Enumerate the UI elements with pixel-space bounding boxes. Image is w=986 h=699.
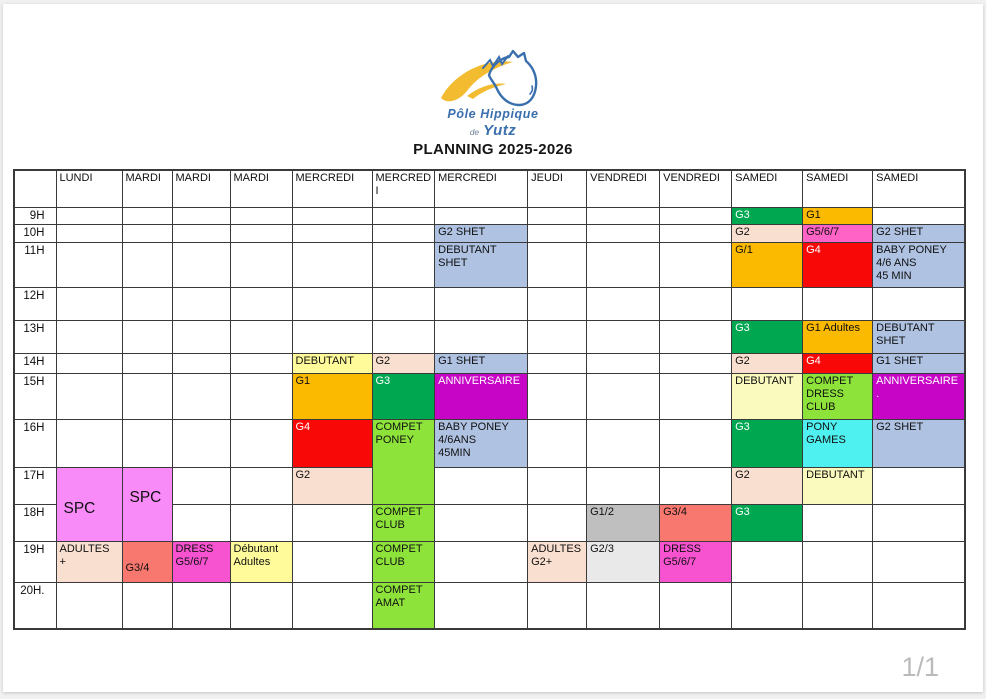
empty-cell-12h-c11: [803, 287, 873, 320]
col-header-6-mercred-i: MERCRED I: [372, 170, 435, 207]
empty-cell-20h-c6: [435, 582, 528, 629]
empty-cell-12h-c0: [56, 287, 122, 320]
schedule-cell-19h-adultes-g2: ADULTES G2+: [528, 541, 587, 582]
empty-cell-20h-c7: [528, 582, 587, 629]
empty-cell-20h-c2: [172, 582, 230, 629]
col-header-4-mardi: MARDI: [230, 170, 292, 207]
schedule-cell-10h-g5-6-7: G5/6/7: [803, 224, 873, 242]
empty-cell-12h-c8: [587, 287, 660, 320]
row-11h: [14, 242, 965, 287]
empty-cell-15h-c9: [660, 373, 732, 419]
logo-subtitle: [3, 122, 983, 140]
empty-cell-10h-c8: [587, 224, 660, 242]
empty-cell-17h-c12: [873, 467, 965, 504]
empty-cell-14h-c7: [528, 353, 587, 373]
schedule-cell-15h-g1: G1: [292, 373, 372, 419]
empty-cell-17h-c2: [172, 467, 230, 504]
schedule-cell-11h-g-1: G/1: [732, 242, 803, 287]
empty-cell-11h-c2: [172, 242, 230, 287]
empty-cell-18h-c4: [292, 504, 372, 541]
schedule-cell-14h-g4: G4: [803, 353, 873, 373]
empty-cell-19h-c6: [435, 541, 528, 582]
empty-cell-19h-c10: [732, 541, 803, 582]
empty-cell-18h-c6: [435, 504, 528, 541]
horse-logo-icon: [433, 48, 553, 110]
empty-cell-9h-c12: [873, 207, 965, 224]
empty-cell-11h-c7: [528, 242, 587, 287]
empty-cell-13h-c4: [292, 320, 372, 353]
schedule-cell-14h-debutant: DEBUTANT: [292, 353, 372, 373]
schedule-cell-13h-g3: G3: [732, 320, 803, 353]
col-header-13-samedi: SAMEDI: [873, 170, 965, 207]
empty-cell-19h-c4: [292, 541, 372, 582]
row-13h: [14, 320, 965, 353]
empty-cell-10h-c5: [372, 224, 435, 242]
logo-city-text: Yutz: [483, 122, 517, 139]
empty-cell-16h-c3: [230, 419, 292, 467]
row-15h: [14, 373, 965, 419]
logo-de-text: de: [469, 127, 480, 137]
empty-cell-11h-c1: [122, 242, 172, 287]
hour-label-14h: 14H: [14, 353, 56, 373]
schedule-cell-14h-g1-shet: G1 SHET: [435, 353, 528, 373]
hour-label-13h: 13H: [14, 320, 56, 353]
empty-cell-18h-c3: [230, 504, 292, 541]
empty-cell-11h-c9: [660, 242, 732, 287]
schedule-cell-10h-g2: G2: [732, 224, 803, 242]
empty-cell-17h-c7: [528, 467, 587, 504]
schedule-cell-11h-baby-poney-4-6-ans-45-min: BABY PONEY 4/6 ANS 45 MIN: [873, 242, 965, 287]
logo-title: Pôle Hippique: [447, 107, 539, 121]
empty-cell-14h-c8: [587, 353, 660, 373]
col-header-7-mercredi: MERCREDI: [435, 170, 528, 207]
row-20h: [14, 582, 965, 629]
schedule-cell-19h-compet-club: COMPET CLUB: [372, 541, 435, 582]
schedule-cell-16h-g2-shet: G2 SHET: [873, 419, 965, 467]
empty-cell-16h-c7: [528, 419, 587, 467]
empty-cell-16h-c9: [660, 419, 732, 467]
empty-cell-13h-c0: [56, 320, 122, 353]
col-header-2-mardi: MARDI: [122, 170, 172, 207]
empty-cell-11h-c5: [372, 242, 435, 287]
page-sheet: [3, 4, 983, 692]
schedule-cell-13h-debutant-shet: DEBUTANT SHET: [873, 320, 965, 353]
schedule-cell-10h-g2-shet: G2 SHET: [435, 224, 528, 242]
empty-cell-9h-c5: [372, 207, 435, 224]
empty-cell-19h-c11: [803, 541, 873, 582]
empty-cell-20h-c1: [122, 582, 172, 629]
schedule-cell-9h-g1: G1: [803, 207, 873, 224]
schedule-cell-9h-g3: G3: [732, 207, 803, 224]
pole-hippique-logo: [3, 48, 983, 140]
empty-cell-13h-c8: [587, 320, 660, 353]
col-header-12-samedi: SAMEDI: [803, 170, 873, 207]
schedule-cell-13h-g1-adultes: G1 Adultes: [803, 320, 873, 353]
day-header-row: [14, 170, 965, 207]
empty-cell-9h-c0: [56, 207, 122, 224]
empty-cell-12h-c6: [435, 287, 528, 320]
empty-cell-15h-c7: [528, 373, 587, 419]
empty-cell-20h-c11: [803, 582, 873, 629]
schedule-cell-17h-debutant: DEBUTANT: [803, 467, 873, 504]
schedule-cell-19h-g3-4: G3/4: [122, 541, 172, 582]
empty-cell-16h-c1: [122, 419, 172, 467]
empty-cell-9h-c3: [230, 207, 292, 224]
empty-cell-9h-c9: [660, 207, 732, 224]
empty-cell-20h-c8: [587, 582, 660, 629]
schedule-cell-17h-spc: SPC: [122, 467, 172, 541]
schedule-cell-15h-g3: G3: [372, 373, 435, 419]
empty-cell-10h-c0: [56, 224, 122, 242]
empty-cell-10h-c1: [122, 224, 172, 242]
empty-cell-12h-c9: [660, 287, 732, 320]
empty-cell-17h-c8: [587, 467, 660, 504]
empty-cell-11h-c8: [587, 242, 660, 287]
empty-cell-15h-c3: [230, 373, 292, 419]
empty-cell-17h-c3: [230, 467, 292, 504]
empty-cell-11h-c0: [56, 242, 122, 287]
row-10h: [14, 224, 965, 242]
empty-cell-12h-c7: [528, 287, 587, 320]
empty-cell-20h-c0: [56, 582, 122, 629]
row-12h: [14, 287, 965, 320]
hour-label-18h: 18H: [14, 504, 56, 541]
empty-cell-9h-c6: [435, 207, 528, 224]
schedule-cell-18h-g3: G3: [732, 504, 803, 541]
empty-cell-12h-c4: [292, 287, 372, 320]
empty-cell-13h-c3: [230, 320, 292, 353]
empty-cell-10h-c3: [230, 224, 292, 242]
empty-cell-15h-c2: [172, 373, 230, 419]
hour-label-16h: 16H: [14, 419, 56, 467]
row-9h: [14, 207, 965, 224]
schedule-cell-14h-g2: G2: [732, 353, 803, 373]
empty-cell-12h-c10: [732, 287, 803, 320]
empty-cell-19h-c12: [873, 541, 965, 582]
col-header-8-jeudi: JEUDI: [528, 170, 587, 207]
schedule-cell-19h-d-butant-adultes: Débutant Adultes: [230, 541, 292, 582]
empty-cell-13h-c9: [660, 320, 732, 353]
row-17h: [14, 467, 965, 504]
empty-cell-15h-c1: [122, 373, 172, 419]
empty-cell-9h-c7: [528, 207, 587, 224]
schedule-cell-18h-compet-club: COMPET CLUB: [372, 504, 435, 541]
hour-label-9h: 9H: [14, 207, 56, 224]
empty-cell-18h-c7: [528, 504, 587, 541]
schedule-cell-17h-g2: G2: [732, 467, 803, 504]
empty-cell-13h-c2: [172, 320, 230, 353]
hour-label-10h: 10H: [14, 224, 56, 242]
empty-cell-18h-c2: [172, 504, 230, 541]
col-header-9-vendredi: VENDREDI: [587, 170, 660, 207]
schedule-cell-18h-g1-2: G1/2: [587, 504, 660, 541]
empty-cell-9h-c1: [122, 207, 172, 224]
empty-cell-14h-c9: [660, 353, 732, 373]
hour-label-12h: 12H: [14, 287, 56, 320]
schedule-cell-18h-g3-4: G3/4: [660, 504, 732, 541]
empty-cell-13h-c6: [435, 320, 528, 353]
page-indicator: 1/1: [901, 652, 939, 682]
schedule-cell-11h-debutant-shet: DEBUTANT SHET: [435, 242, 528, 287]
schedule-cell-19h-adultes: ADULTES +: [56, 541, 122, 582]
empty-cell-9h-c8: [587, 207, 660, 224]
col-header-10-vendredi: VENDREDI: [660, 170, 732, 207]
schedule-cell-11h-g4: G4: [803, 242, 873, 287]
col-header-5-mercredi: MERCREDI: [292, 170, 372, 207]
hour-label-15h: 15H: [14, 373, 56, 419]
row-14h: [14, 353, 965, 373]
empty-cell-13h-c1: [122, 320, 172, 353]
empty-cell-20h-c10: [732, 582, 803, 629]
hour-column-header: [14, 170, 56, 207]
empty-cell-10h-c9: [660, 224, 732, 242]
empty-cell-12h-c2: [172, 287, 230, 320]
schedule-cell-15h-anniversaire: ANNIVERSAIRE .: [873, 373, 965, 419]
empty-cell-13h-c7: [528, 320, 587, 353]
empty-cell-16h-c0: [56, 419, 122, 467]
schedule-cell-14h-g1-shet: G1 SHET: [873, 353, 965, 373]
schedule-cell-16h-compet-poney: COMPET PONEY: [372, 419, 435, 504]
empty-cell-12h-c12: [873, 287, 965, 320]
schedule-cell-16h-g3: G3: [732, 419, 803, 467]
empty-cell-14h-c0: [56, 353, 122, 373]
hour-label-11h: 11H: [14, 242, 56, 287]
schedule-cell-19h-dress-g5-6-7: DRESS G5/6/7: [172, 541, 230, 582]
planning-body: [14, 207, 965, 629]
empty-cell-9h-c2: [172, 207, 230, 224]
empty-cell-18h-c12: [873, 504, 965, 541]
col-header-3-mardi: MARDI: [172, 170, 230, 207]
empty-cell-10h-c7: [528, 224, 587, 242]
col-header-11-samedi: SAMEDI: [732, 170, 803, 207]
empty-cell-16h-c8: [587, 419, 660, 467]
empty-cell-12h-c1: [122, 287, 172, 320]
hour-label-20h: 20H.: [14, 582, 56, 629]
empty-cell-12h-c3: [230, 287, 292, 320]
empty-cell-9h-c4: [292, 207, 372, 224]
schedule-cell-17h-g2: G2: [292, 467, 372, 504]
empty-cell-15h-c0: [56, 373, 122, 419]
empty-cell-13h-c5: [372, 320, 435, 353]
schedule-cell-15h-anniversaire: ANNIVERSAIRE: [435, 373, 528, 419]
empty-cell-15h-c8: [587, 373, 660, 419]
empty-cell-11h-c4: [292, 242, 372, 287]
row-16h: [14, 419, 965, 467]
schedule-cell-16h-g4: G4: [292, 419, 372, 467]
empty-cell-14h-c2: [172, 353, 230, 373]
empty-cell-20h-c4: [292, 582, 372, 629]
hour-label-19h: 19H: [14, 541, 56, 582]
schedule-cell-17h-spc: SPC: [56, 467, 122, 541]
hour-label-17h: 17H: [14, 467, 56, 504]
empty-cell-16h-c2: [172, 419, 230, 467]
empty-cell-18h-c11: [803, 504, 873, 541]
schedule-cell-14h-g2: G2: [372, 353, 435, 373]
empty-cell-20h-c12: [873, 582, 965, 629]
empty-cell-10h-c2: [172, 224, 230, 242]
empty-cell-20h-c9: [660, 582, 732, 629]
empty-cell-12h-c5: [372, 287, 435, 320]
schedule-cell-15h-compet-dress-club: COMPET DRESS CLUB: [803, 373, 873, 419]
empty-cell-11h-c3: [230, 242, 292, 287]
schedule-cell-16h-baby-poney-4-6ans-45min: BABY PONEY 4/6ANS 45MIN: [435, 419, 528, 467]
schedule-cell-16h-pony-games: PONY GAMES: [803, 419, 873, 467]
schedule-cell-19h-g2-3: G2/3: [587, 541, 660, 582]
col-header-1-lundi: LUNDI: [56, 170, 122, 207]
schedule-cell-19h-dress-g5-6-7: DRESS G5/6/7: [660, 541, 732, 582]
schedule-cell-20h-compet-amat: COMPET AMAT: [372, 582, 435, 629]
row-19h: [14, 541, 965, 582]
empty-cell-20h-c3: [230, 582, 292, 629]
empty-cell-14h-c1: [122, 353, 172, 373]
schedule-cell-15h-debutant: DEBUTANT: [732, 373, 803, 419]
empty-cell-14h-c3: [230, 353, 292, 373]
page-title: PLANNING 2025-2026: [413, 141, 573, 158]
planning-table: [13, 169, 966, 630]
empty-cell-10h-c4: [292, 224, 372, 242]
empty-cell-17h-c6: [435, 467, 528, 504]
empty-cell-17h-c9: [660, 467, 732, 504]
schedule-cell-10h-g2-shet: G2 SHET: [873, 224, 965, 242]
